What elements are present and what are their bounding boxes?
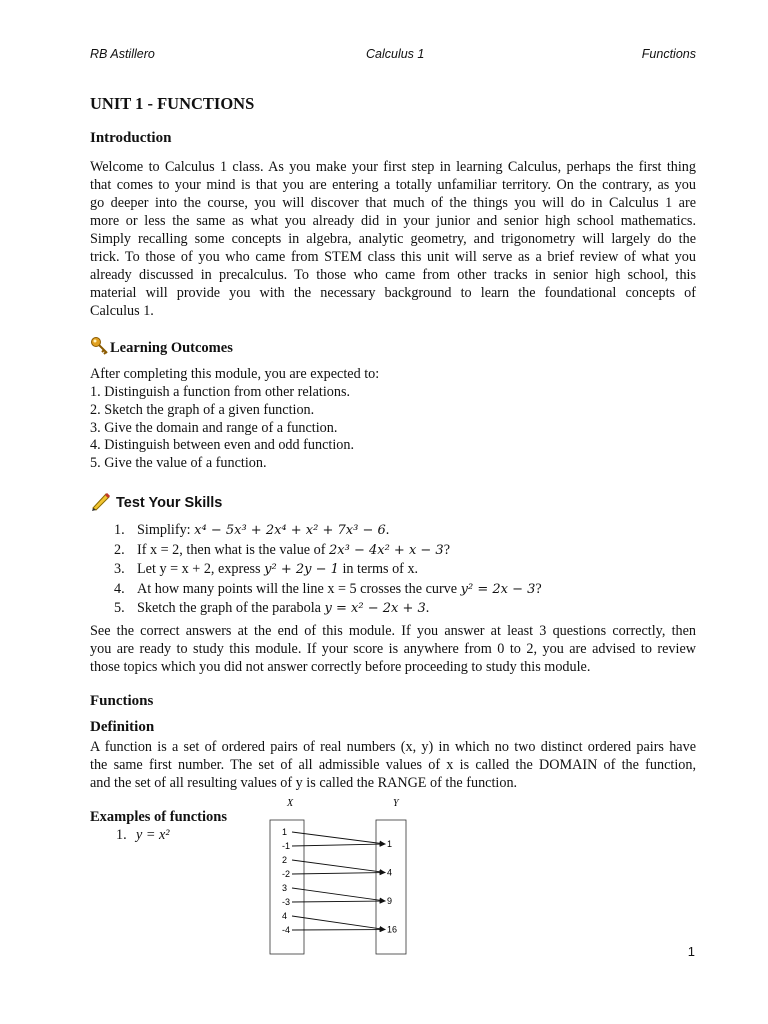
skill-question-number: 1.: [114, 522, 125, 538]
skill-question-math: y = x² − 2x + 3: [324, 601, 426, 617]
outcomes-heading-row: [90, 336, 233, 361]
definition-line: the same first number. The set of all admissible values of x is called the DOMAIN of the function,: [90, 757, 696, 773]
range-label: Y: [393, 798, 399, 809]
skill-question-math: 2x³ − 4x² + x − 3: [329, 542, 444, 558]
intro-line: Calculus 1.: [90, 303, 154, 319]
domain-value: 4: [282, 911, 288, 921]
intro-line: Welcome to Calculus 1 class. As you make your first step in learning Calculus, perhaps the first thing: [90, 159, 696, 175]
unit-title: UNIT 1 - FUNCTIONS: [90, 94, 255, 113]
intro-paragraph: [90, 158, 696, 320]
skill-question-math: x⁴ − 5x³ + 2x⁴ + x² + 7x³ − 6: [194, 523, 386, 538]
page-number: 1: [687, 944, 695, 959]
header-topic: Functions: [641, 47, 696, 61]
skill-question-tail: .: [385, 522, 390, 538]
intro-line: already discussed in precalculus. To those who came from other tracks in senior high school, this: [90, 267, 696, 283]
mapping-arrow: [292, 832, 385, 844]
outcome-item: 5. Give the value of a function.: [90, 455, 267, 472]
skill-question: [114, 521, 542, 541]
intro-line: material will provide you with the necessary background to learn the foundational concepts of: [90, 285, 696, 301]
header-author: RB Astillero: [90, 47, 155, 61]
mapping-arrow: [292, 916, 385, 930]
answers-note-line: those topics which you did not answer correctly before proceeding to study this module.: [90, 659, 591, 675]
outcome-item: 4. Distinguish between even and odd function.: [90, 437, 354, 454]
outcomes-heading: Learning Outcomes: [110, 340, 233, 357]
outcome-item: 2. Sketch the graph of a given function.: [90, 401, 315, 418]
skill-question: [114, 541, 542, 561]
range-value: 16: [387, 924, 398, 935]
domain-value: -4: [282, 925, 291, 935]
skill-question-number: 2.: [114, 541, 125, 558]
skill-question-number: 3.: [114, 561, 125, 578]
definition-paragraph: [90, 738, 696, 792]
outcomes-lead: After completing this module, you are expected to:: [90, 366, 380, 382]
mapping-arrow: [292, 860, 385, 873]
outcomes-list: [90, 384, 354, 473]
skills-heading: Test Your Skills: [116, 495, 223, 512]
skill-question-text: Simplify:: [137, 522, 195, 538]
domain-value: 3: [282, 883, 288, 893]
mapping-arrow: [292, 930, 385, 931]
intro-line: trick. To those of you who came from STEM class this unit will serve as a brief review of what you: [90, 249, 696, 265]
pencil-icon: [90, 491, 112, 516]
skill-question: [114, 580, 542, 600]
example-1-number: 1.: [116, 827, 127, 843]
skill-question-tail: ?: [443, 541, 451, 558]
domain-label: X: [287, 798, 294, 809]
skills-heading-row: [90, 491, 222, 516]
range-value: 1: [387, 839, 393, 849]
skill-question-tail: ?: [535, 580, 542, 597]
answers-note-line: you are ready to study this module. If your score is anywhere from 0 to 2, you are advised to review: [90, 641, 696, 657]
skill-question-text: Sketch the graph of the parabola: [137, 600, 325, 617]
range-value: 4: [387, 867, 393, 878]
intro-line: go deeper into the course, you will discover that much of the things you will do in Calculus 1 are: [90, 195, 696, 211]
skill-question-tail: in terms of x.: [338, 561, 419, 578]
definition-heading: Definition: [90, 719, 155, 735]
skill-question-math: y² + 2y − 1: [264, 562, 339, 578]
skill-question-tail: .: [425, 600, 430, 617]
answers-note-line: See the correct answers at the end of this module. If you answer at least 3 questions correctly, then: [90, 623, 696, 639]
definition-line: A function is a set of ordered pairs of real numbers (x, y) in which no two distinct ordered pairs have: [90, 739, 696, 755]
skill-question-number: 4.: [114, 580, 125, 597]
skill-question: [114, 599, 542, 619]
skill-question-math: y² = 2x − 3: [460, 581, 536, 597]
range-value: 9: [387, 896, 393, 906]
intro-heading: Introduction: [90, 130, 172, 146]
mapping-arrow: [292, 901, 385, 902]
skill-question-text: If x = 2, then what is the value of: [137, 541, 329, 558]
definition-line: and the set of all resulting values of y is called the RANGE of the function.: [90, 775, 518, 791]
skill-question: [114, 560, 542, 580]
intro-line: Simply recalling some concepts in algebra, analytic geometry, and trigonometry will largely do the: [90, 231, 696, 247]
mapping-arrow: [292, 873, 385, 875]
domain-value: -2: [282, 869, 291, 879]
outcome-item: 1. Distinguish a function from other relations.: [90, 384, 351, 400]
domain-value: 2: [282, 855, 288, 865]
function-mapping-diagram: [260, 795, 420, 960]
answers-note: [90, 622, 696, 676]
domain-value: -1: [282, 841, 291, 851]
mapping-arrow: [292, 844, 385, 846]
example-1-expression: y = x²: [136, 827, 170, 843]
skill-question-number: 5.: [114, 600, 125, 617]
intro-line: that comes to your mind is that you are entering a totally unfamiliar territory. On the contrary, as you: [90, 177, 696, 193]
header-course: Calculus 1: [366, 47, 425, 61]
domain-value: 1: [282, 827, 288, 837]
outcome-item: 3. Give the domain and range of a function.: [90, 419, 338, 436]
functions-heading: Functions: [90, 693, 154, 709]
domain-value: -3: [282, 897, 291, 907]
skills-list: [114, 521, 542, 619]
skill-question-text: At how many points will the line x = 5 crosses the curve: [137, 580, 461, 597]
key-icon: [90, 336, 110, 361]
intro-line: more or less the same as what you already did in your junior and senior high school mathematics.: [90, 213, 696, 229]
skill-question-text: Let y = x + 2, express: [137, 561, 265, 578]
mapping-arrow: [292, 888, 385, 901]
examples-heading: Examples of functions: [90, 809, 227, 825]
